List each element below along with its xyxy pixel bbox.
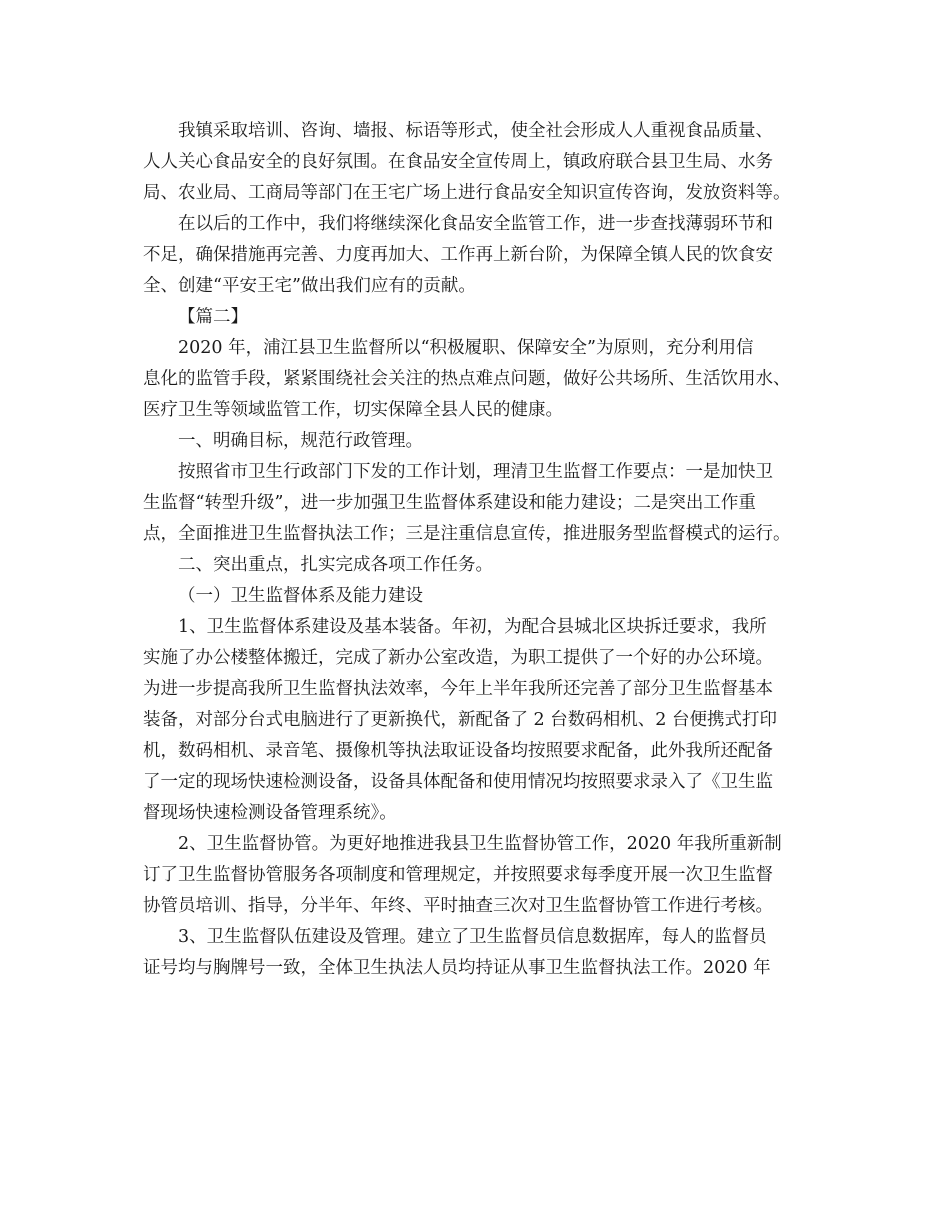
text-line: 不足，确保措施再完善、力度再加大、工作再上新台阶，为保障全镇人民的饮食安 — [143, 245, 773, 265]
document-body — [143, 116, 823, 984]
text-line: 按照省市卫生行政部门下发的工作计划，理清卫生监督工作要点：一是加快卫 — [178, 462, 773, 482]
text-line: 实施了办公楼整体搬迁，完成了新办公室改造，为职工提供了一个好的办公环境。 — [143, 648, 773, 668]
text-line: 装备，对部分台式电脑进行了更新换代，新配备了 2 台数码相机、2 台便携式打印 — [143, 710, 777, 730]
text-line: 全、创建“平安王宅”做出我们应有的贡献。 — [143, 276, 476, 296]
text-line: 一、明确目标，规范行政管理。 — [178, 431, 423, 451]
text-line: 2、卫生监督协管。为更好地推进我县卫生监督协管工作，2020 年我所重新制 — [178, 834, 782, 854]
text-line: 生监督“转型升级”，进一步加强卫生监督体系建设和能力建设；二是突出工作重 — [143, 493, 756, 513]
text-line: 2020 年，浦江县卫生监督所以“积极履职、保障安全”为原则，充分利用信 — [178, 338, 754, 358]
text-line: 证号均与胸牌号一致，全体卫生执法人员均持证从事卫生监督执法工作。2020 年 — [143, 958, 771, 978]
text-line: 订了卫生监督协管服务各项制度和管理规定，并按照要求每季度开展一次卫生监督 — [143, 865, 773, 885]
text-line: 二、突出重点，扎实完成各项工作任务。 — [178, 555, 493, 575]
text-line: 了一定的现场快速检测设备，设备具体配备和使用情况均按照要求录入了《卫生监 — [143, 772, 773, 792]
text-line: 医疗卫生等领域监管工作，切实保障全县人民的健康。 — [143, 400, 563, 420]
text-line: 3、卫生监督队伍建设及管理。建立了卫生监督员信息数据库，每人的监督员 — [178, 927, 767, 947]
text-line: 局、农业局、工商局等部门在王宅广场上进行食品安全知识宣传咨询，发放资料等。 — [143, 183, 791, 203]
text-line: （一）卫生监督体系及能力建设 — [178, 586, 423, 606]
text-line: 点，全面推进卫生监督执法工作；三是注重信息宣传，推进服务型监督模式的运行。 — [143, 524, 791, 544]
text-line: 【篇二】 — [178, 307, 248, 327]
text-line: 机，数码相机、录音笔、摄像机等执法取证设备均按照要求配备，此外我所还配备 — [143, 741, 773, 761]
text-line: 协管员培训、指导，分半年、年终、平时抽查三次对卫生监督协管工作进行考核。 — [143, 896, 773, 916]
text-line: 我镇采取培训、咨询、墙报、标语等形式，使全社会形成人人重视食品质量、 — [178, 121, 773, 141]
text-line: 息化的监管手段，紧紧围绕社会关注的热点难点问题，做好公共场所、生活饮用水、 — [143, 369, 791, 389]
text-line: 为进一步提高我所卫生监督执法效率，今年上半年我所还完善了部分卫生监督基本 — [143, 679, 773, 699]
text-line: 督现场快速检测设备管理系统》。 — [143, 803, 397, 823]
text-line: 1、卫生监督体系建设及基本装备。年初，为配合县城北区块拆迁要求，我所 — [178, 617, 767, 637]
text-line: 人人关心食品安全的良好氛围。在食品安全宣传周上，镇政府联合县卫生局、水务 — [143, 152, 773, 172]
text-line: 在以后的工作中，我们将继续深化食品安全监管工作，进一步查找薄弱环节和 — [178, 214, 773, 234]
